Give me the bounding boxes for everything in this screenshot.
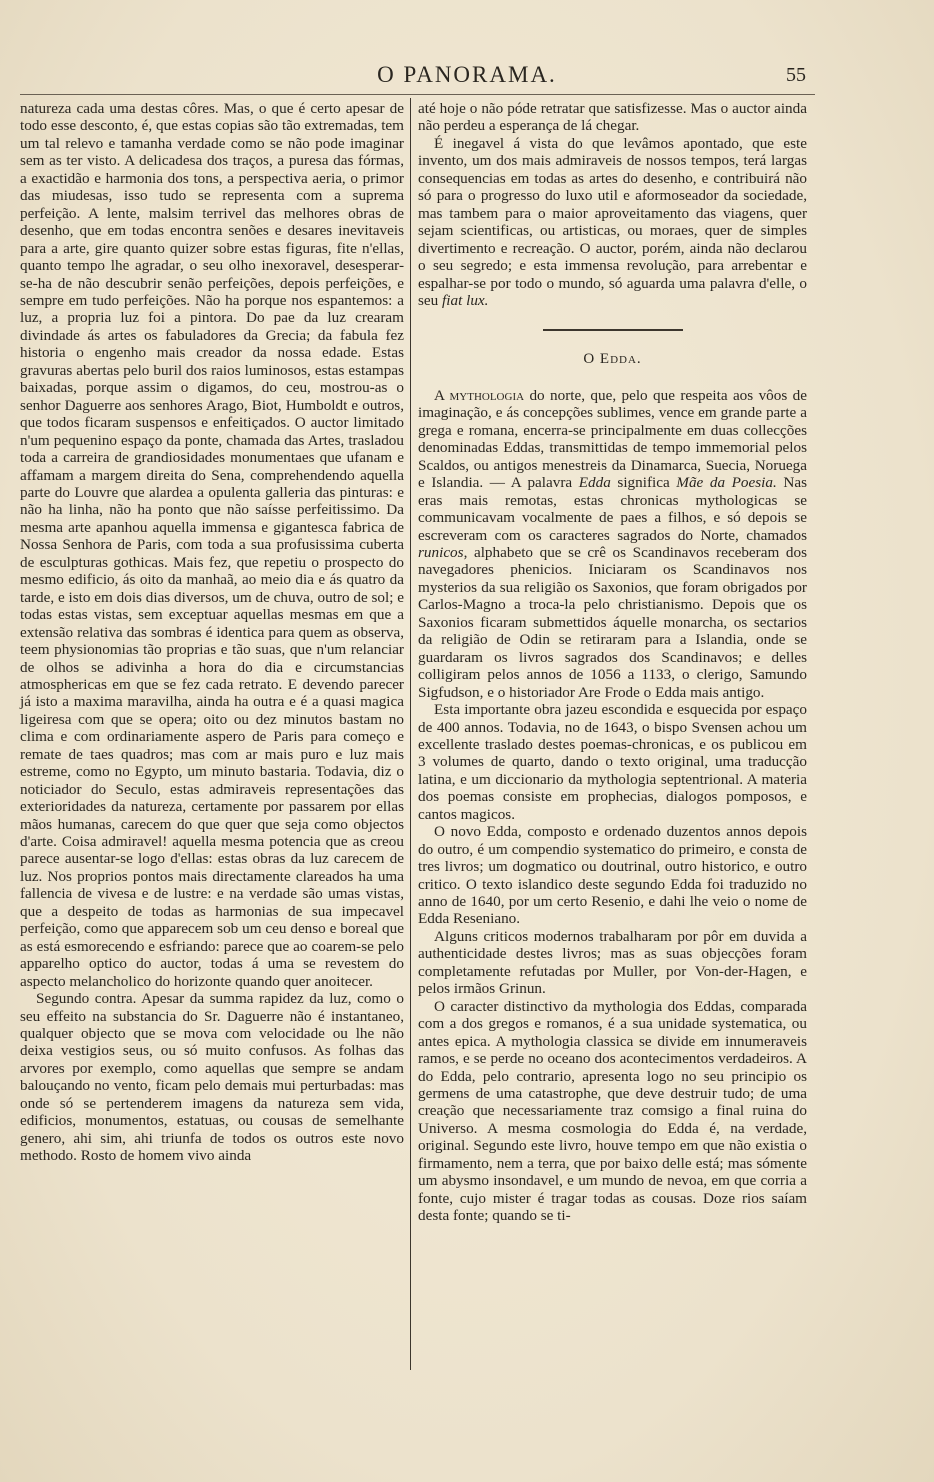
column-divider — [410, 98, 411, 1370]
left-column — [20, 100, 404, 1165]
edda-paragraph-1 — [418, 387, 807, 701]
edda-text-b: significa — [610, 474, 677, 492]
edda-paragraph-4: Alguns criticos modernos trabalharam por pôr em duvida a authenticidade destes livros; mas as suas objecções foram completamente refutadas por Muller, por Von-der-Hagen, e pelos irmãos Grinun. — [418, 927, 807, 998]
runicos-word: runicos — [418, 543, 464, 561]
mae-da-poesia: Mãe da Poesia. — [676, 474, 777, 492]
edda-text-c: Nas eras mais remotas, estas chronicas mythologicas se communicavam vocalmente de paes a filhos, e só depois se escreveram com os caracteres sagrados do Norte, chamados — [418, 474, 808, 544]
section-title-edda: O Edda. — [583, 351, 642, 368]
left-paragraph-2: Segundo contra. Apesar da summa rapidez da luz, como o seu effeito na substancia do Sr. Daguerre não é instantaneo, qualquer objecto que se mova com velocidade ou lhe não deixa vestigios seus, ou só muito confusos. As folhas das arvores por exemplo, como aquellas que sempre se andam balouçando no vento, ficam pelo demais mui perturbadas: mas onde só se pertenderem imagens da natureza sem vida, edificios, monumentos, estatuas, ou cousas de semelhante genero, ahi sim, ahi triunfa de todos os outros este novo methodo. Rosto de homem vivo ainda — [20, 990, 404, 1165]
fiat-lux-phrase: fiat lux. — [442, 291, 489, 309]
header-rule — [20, 94, 815, 95]
edda-paragraph-3: O novo Edda, composto e ordenado duzentos annos depois do outro, é um compendio systematico do primeiro, e consta de tres livros; um dogmatico ou doutrinal, outro historico, e outro critico. O texto islandico deste segundo Edda foi traduzido no anno de 1640, por um certo Resenio, e dahi lhe veio o nome de Edda Reseniano. — [418, 823, 807, 928]
edda-lead-word: A mythologia — [434, 386, 525, 404]
page-number: 55 — [786, 64, 806, 86]
edda-paragraph-2: Esta importante obra jazeu escondida e esquecida por espaço de 400 annos. Todavia, no de 1643, o bispo Svensen achou um excellente traslado destes poemas-chronicas, e os publicou em 3 volumes de quarto, dando o texto original, uma traducção latina, e um diccionario da mythologia septentrional. A materia dos poemas consiste em prophecias, dialogos pomposos, e cantos magicos. — [418, 701, 807, 823]
edda-paragraph-5: O caracter distinctivo da mythologia dos Eddas, comparada com a dos gregos e romanos, é a sua unidade systematica, ou antes epica. A mythologia classica se divide em innumeraveis ramos, e se perde no oceano dos acontecimentos verdadeiros. A do Edda, pelo contrario, apresenta logo no seu principio os germens de uma catastrophe, que deve destruir tudo; de uma creação que necessariamente traz comsigo a final ruina do Universo. A mesma cosmologia do Edda é, na verdade, original. Segundo este livro, houve tempo em que não existia o firmamento, nem a terra, que por baixo delle está; mas sómente um abysmo insondavel, e um mundo de nevoa, em que corria a fonte, cujo mister é tragar todas as cousas. Doze rios saíam desta fonte; quando se ti- — [418, 997, 807, 1225]
section-rule — [543, 329, 683, 331]
right-paragraph-1: até hoje o não póde retratar que satisfizesse. Mas o auctor ainda não perdeu a esperança de lá chegar. — [418, 100, 807, 135]
right-paragraph-2-text: É inegavel á vista do que levâmos apontado, que este invento, um dos mais admiraveis de nossos tempos, terá largas consequencias em todas as artes do desenho, e contribuirá não só para o progresso do luxo util e aformoseador da sociedade, mas tambem para o maior aproveitamento das viagens, quer sejam scientificas, ou artisticas, ou moraes, quer de simples divertimento e recreação. O auctor, porém, ainda não declarou o seu segredo; e esta immensa revolução, para arrebentar e espalhar-se por todo o mundo, só aguarda uma palavra d'elle, o seu — [418, 134, 807, 309]
edda-text-a: do norte, que, pelo que respeita aos vôos de imaginação, e ás concepções sublimes, vence em grande parte a grega e romana, encerra-se principalmente em duas collecções denominadas Eddas, transmittidas de tempo immemorial pelos Scaldos, ou antigos menestreis da Dinamarca, Suecia, Noruega e Islandia. — A palavra — [418, 386, 807, 492]
edda-word: Edda — [578, 474, 611, 492]
left-paragraph-1: natureza cada uma destas côres. Mas, o que é certo apesar de todo esse desconto, é, que estas copias são tão extremadas, tem um tal relevo e tamanha verdade como se não pode imaginar sem as ter visto. A delicadesa dos traços, a puresa das fórmas, a exactidão e harmonia dos tons, a perspectiva aeria, o primor das miudesas, isso tudo se representa com a suprema perfeição. A lente, malsim terrivel das melhores obras de desenho, que em todas encontra senões e desares inevitaveis para a arte, gire quanto quizer sobre estas figuras, fite n'ellas, quanto tempo lhe agradar, o seu olho inexoravel, desesperar-se-ha de não descubrir senão perfeições, depois perfeições, e sempre em tudo perfeições. Não ha porque nos espantemos: a luz, a propria luz foi a pintora. Do pae da luz crearam divindade ás artes os fabuladores da Grecia; da fabula fez historia o engenho mais creador da nossa edade. Estas gravuras abertas pelo buril dos raios luminosos, estas estampas baixadas, porque assim o digamos, do ceu, mostrou-as o senhor Daguerre aos senhores Arago, Biot, Humboldt e outros, que todos ficaram suspensos e enfeitiçados. O auctor limitado n'um pequenino espaço da ponte, chamada das Artes, trasladou toda a carreira de grandiosidades monumentaes que ufanam e affamam a margem direita do Sena, comprehendendo aquella parte do Louvre que alardea a opulenta galleria das pinturas: e não ha linha, não ha ponto que não saísse perfeitissimo. Da mesma arte apanhou aquella immensa e gigantesca fabrica de Nossa Senhora de Paris, com toda a sua profusissima cuberta de esculpturas gothicas. Mais fez, que repetiu o prospecto do mesmo edificio, ás oito da manhaã, ao meio dia e ás quatro da tarde, e isto em dois dias diversos, um de chuva, outro de sol; e todas estas vistas, sem exceptuar aquellas mesmas em que a extensão relativa das sombras é identica para quem as observa, teem physionomias tão proprias e tão suas, que n'um relanciar de olhos se adivinha a hora do dia e circumstancias atmosphericas em que se fez cada retrato. E devendo parecer já isto a maxima maravilha, ainda ha outra e é a quasi magica ligeiresa com que se opera; oito ou dez minutos bastam no clima e com ordinariamente aspero de Paris para começo e remate de taes quadros; mas com ar mais puro e luz mais estreme, como no Egypto, um minuto bastaria. Todavia, diz o noticiador do Seculo, estas admiraveis representações das exterioridades da natureza, certamente por passarem por ellas mãos humanas, carecem do que quer que seja como objectos d'arte. Coisa admiravel! aquella mesma potencia que as creou parece ausentar-se logo d'ellas: estas obras da luz carecem de luz. Nos proprios pontos mais directamente clareados ha uma fallencia de vivesa e de lustre: e na verdade são umas vistas, que a despeito de todas as harmonias de sua impecavel perfeição, como que apparecem sob um ceu denso e boreal que as está esmorecendo e esfriando: parece que ao coarem-se pelo apparelho optico do auctor, todas á uma se revestem do aspecto melancholico do horizonte quando quer anoitecer. — [20, 100, 404, 990]
right-column — [418, 100, 807, 1225]
right-paragraph-2 — [418, 135, 807, 310]
page-header-title: O PANORAMA. — [377, 62, 557, 87]
edda-text-d: , alphabeto que se crê os Scandinavos receberam dos navegadores phenicios. Iniciaram os Scandinavos nos mysterios da sua religião os Saxonios, que foram obrigados por Carlos-Magno a troca-la pelo christianismo. Depois que os Saxonios ficaram submettidos áquelle monarcha, os sectarios da religião de Odin se retiraram para a Islandia, onde se guardaram os livros sagrados dos Scandinavos; e delles colligiram pelos annos de 1056 a 1133, o clerigo, Samundo Sigfudson, e o historiador Are Frode o Edda mais antigo. — [418, 543, 807, 701]
